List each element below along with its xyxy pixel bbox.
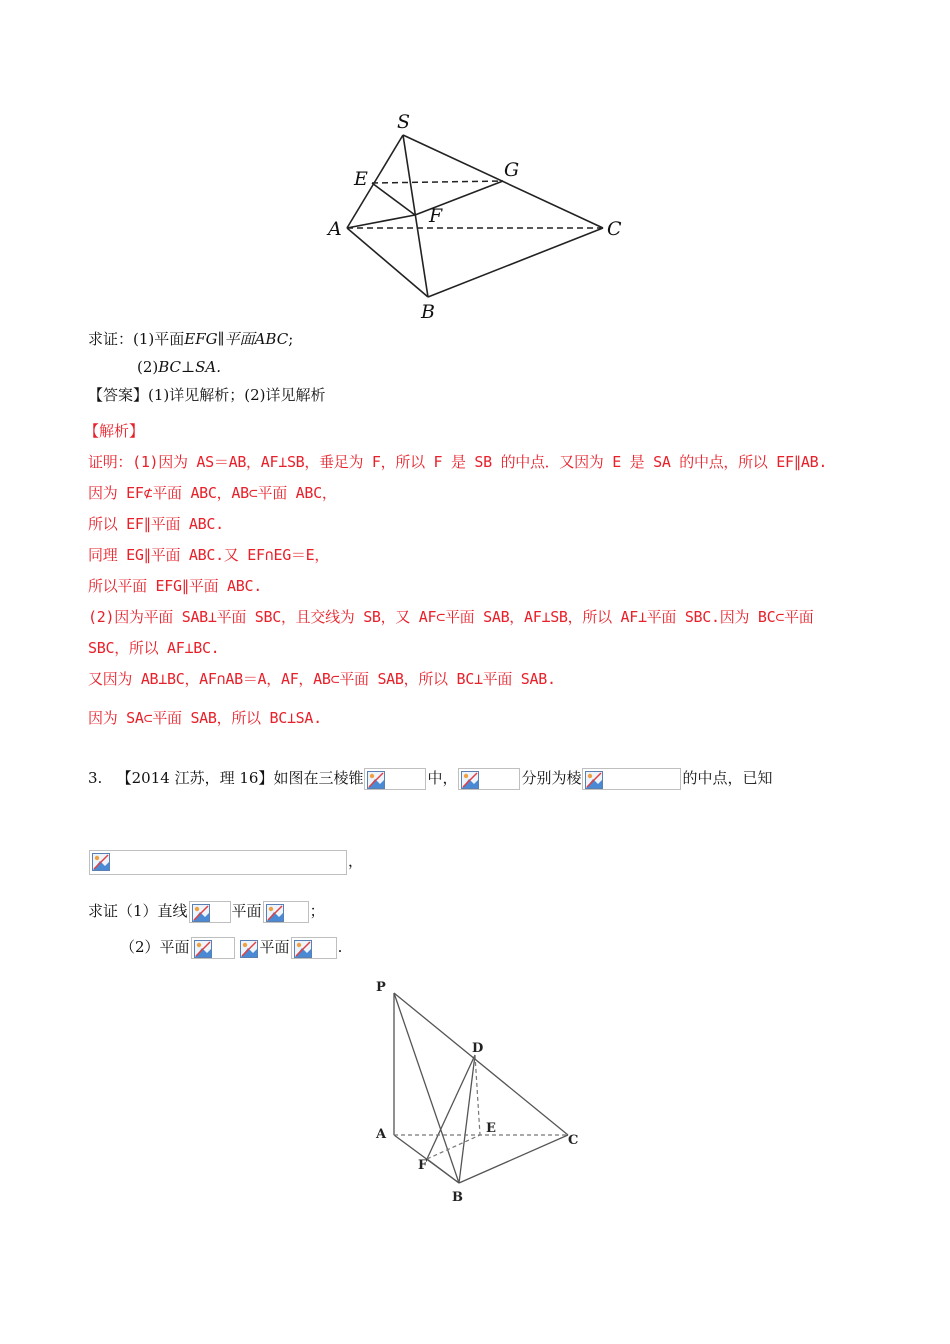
analysis-line-3: 所以 EF∥平面 ABC. xyxy=(88,515,224,533)
broken-image-icon xyxy=(458,768,520,790)
broken-image-icon xyxy=(191,937,235,959)
prove-prefix: 求证： xyxy=(88,330,134,348)
problem3-t2: 中， xyxy=(427,769,458,787)
answer-line xyxy=(88,385,326,405)
problem3-prove-2 xyxy=(120,935,342,959)
problem3-item2-prefix: （2）平面 xyxy=(120,938,190,956)
label-B: B xyxy=(452,1190,463,1205)
analysis-line-1: 证明：(1)因为 AS＝AB，AF⊥SB，垂足为 F，所以 F 是 SB 的中点．又因为 E 是 SA 的中点，所以 EF∥AB. xyxy=(88,453,828,471)
problem3-source: 【2014 江苏，理 16】 xyxy=(116,769,274,787)
problem3-line-1 xyxy=(88,766,773,790)
label-E: E xyxy=(486,1121,496,1136)
analysis-line-8: 又因为 AB⊥BC，AF∩AB＝A，AF，AB⊂平面 SAB，所以 BC⊥平面 SAB. xyxy=(88,670,556,688)
problem3-t4: 的中点，已知 xyxy=(682,769,773,787)
label-F: F xyxy=(418,1158,428,1173)
prove-item1-num: (1) xyxy=(133,330,155,348)
label-F: F xyxy=(429,205,443,227)
label-G: G xyxy=(504,159,520,181)
problem3-line-2 xyxy=(88,848,363,875)
problem3-t3: 分别为棱 xyxy=(521,769,582,787)
problem3-prove-prefix: 求证（1）直线 xyxy=(88,902,188,920)
broken-image-icon xyxy=(189,901,231,923)
prove-item1-b: EFG xyxy=(184,330,218,348)
label-S: S xyxy=(397,111,411,133)
prove-item2-num: (2) xyxy=(137,358,159,376)
label-E: E xyxy=(354,168,368,190)
label-B: B xyxy=(421,301,435,323)
broken-image-icon xyxy=(89,850,347,875)
prove-line-1 xyxy=(88,329,293,349)
label-A: A xyxy=(376,1127,387,1142)
broken-image-icon xyxy=(237,937,259,959)
analysis-line-2: 因为 EF⊄平面 ABC，AB⊂平面 ABC， xyxy=(88,484,337,502)
figure-2-tetrahedron xyxy=(360,970,600,1210)
broken-image-icon xyxy=(582,768,681,790)
problem3-semicolon: ； xyxy=(309,902,325,920)
label-C: C xyxy=(568,1133,579,1148)
analysis-line-6: (2)因为平面 SAB⊥平面 SBC，且交线为 SB，又 AF⊂平面 SAB，AF⊥SB，所以 AF⊥平面 SBC.因为 BC⊂平面 xyxy=(88,608,814,626)
problem3-num: 3. xyxy=(88,769,103,787)
broken-image-icon xyxy=(364,768,426,790)
answer-label: 【答案】 xyxy=(88,386,149,404)
broken-image-icon xyxy=(291,937,337,959)
figure-1-pyramid xyxy=(320,105,640,325)
label-A: A xyxy=(328,218,342,240)
label-D: D xyxy=(472,1041,484,1056)
label-P: P xyxy=(376,980,386,995)
prove-item1-d: ABC xyxy=(254,330,289,348)
prove-line-2 xyxy=(137,357,221,377)
prove-item1-e: ; xyxy=(288,330,294,348)
problem3-t1: 如图在三棱锥 xyxy=(273,769,364,787)
analysis-label: 【解析】 xyxy=(84,422,145,440)
prove-item2-text: BC⊥SA. xyxy=(158,358,222,376)
analysis-line-7: SBC，所以 AF⊥BC. xyxy=(88,639,220,657)
analysis-line-9: 因为 SA⊂平面 SAB，所以 BC⊥SA. xyxy=(88,709,322,727)
label-C: C xyxy=(607,218,622,240)
problem3-prove-1 xyxy=(88,899,325,923)
analysis-line-5: 所以平面 EFG∥平面 ABC. xyxy=(88,577,262,595)
prove-item1-a: 平面 xyxy=(154,330,185,348)
problem3-prove-plane: 平面 xyxy=(231,902,262,920)
answer-text: (1)详见解析；(2)详见解析 xyxy=(148,386,326,404)
problem3-period: . xyxy=(337,938,343,956)
prove-item1-c: ∥平面 xyxy=(217,330,255,348)
analysis-line-4: 同理 EG∥平面 ABC.又 EF∩EG＝E， xyxy=(88,546,330,564)
problem3-comma: ， xyxy=(348,852,364,870)
broken-image-icon xyxy=(263,901,309,923)
problem3-item2-plane: 平面 xyxy=(259,938,290,956)
